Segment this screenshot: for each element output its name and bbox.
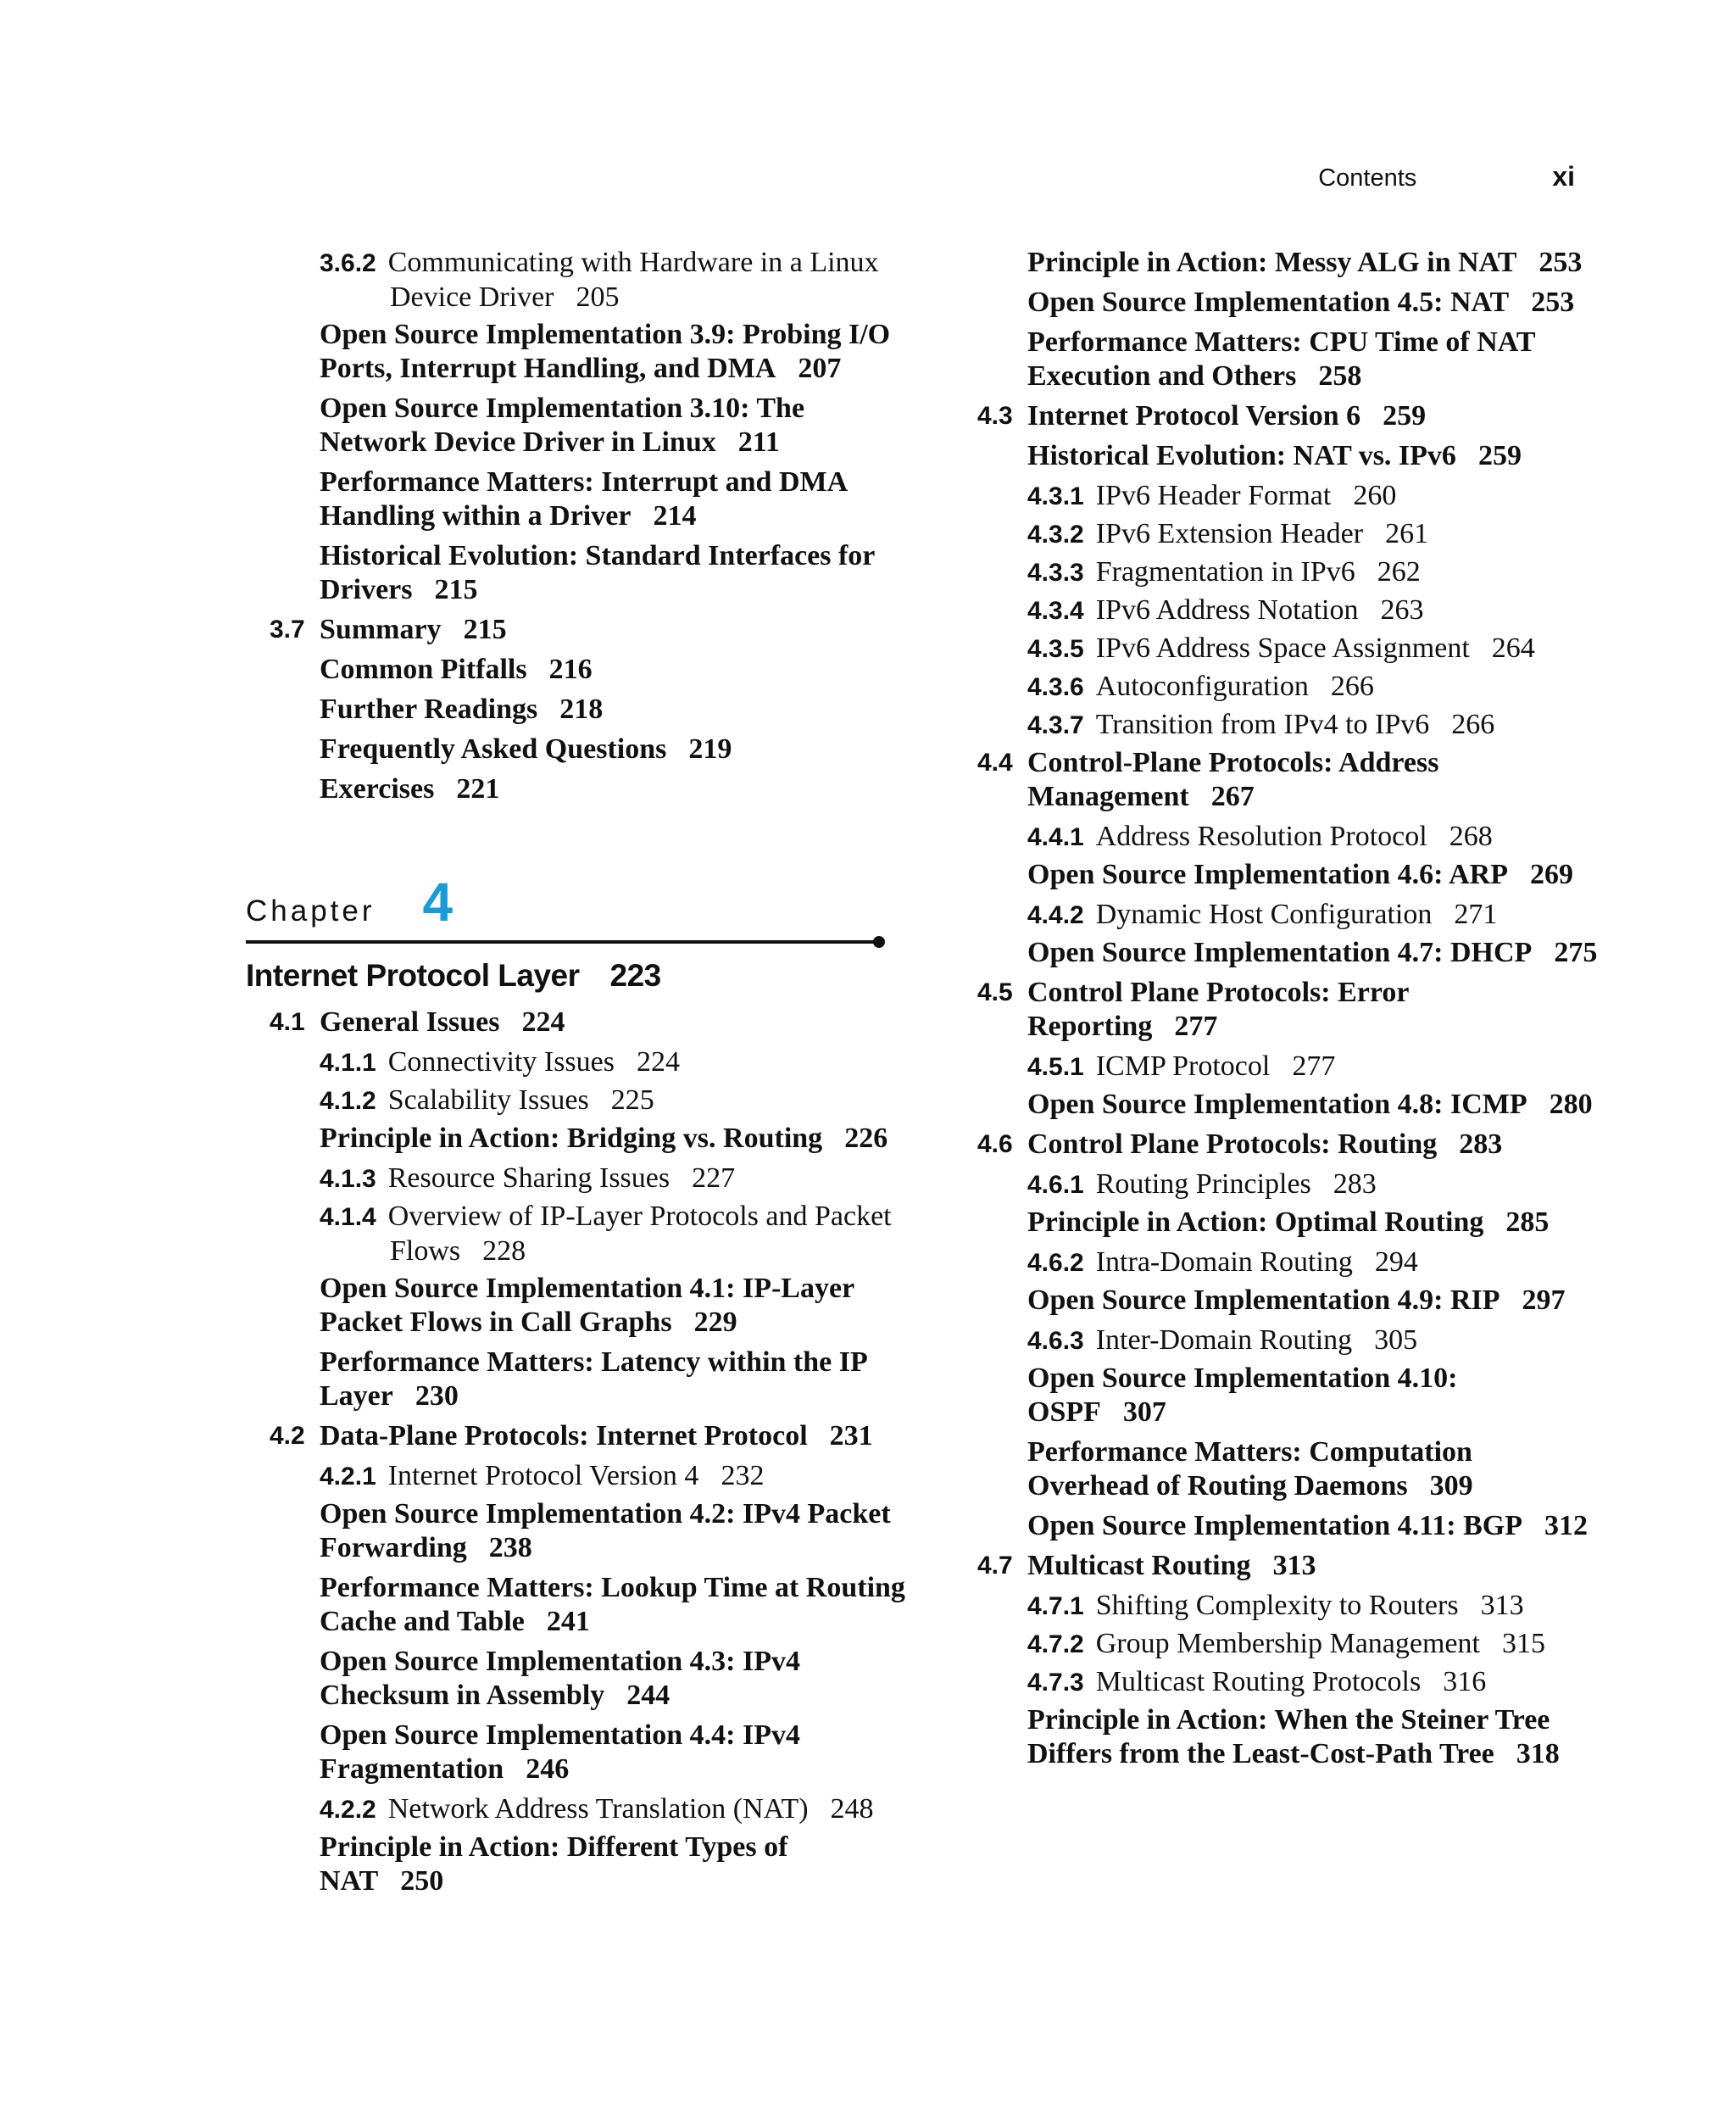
entry-page: 228 <box>482 1235 526 1267</box>
entry-title: Communicating with Hardware in a Linux Device Driver <box>387 247 879 313</box>
entry-page: 316 <box>1443 1666 1487 1697</box>
entry-page: 258 <box>1318 360 1362 392</box>
entry-title: IPv6 Header Format <box>1095 480 1332 511</box>
entry-page: 221 <box>456 773 500 805</box>
section-number: 4.4.2 <box>1027 901 1084 929</box>
section-number: 4.6.1 <box>1027 1171 1084 1199</box>
entry-title: Intra-Domain Routing <box>1095 1246 1353 1278</box>
entry-page: 294 <box>1374 1246 1418 1278</box>
toc-entry-feat <box>246 1497 907 1565</box>
entry-page: 307 <box>1122 1396 1166 1428</box>
toc-entry-feat <box>246 1645 907 1713</box>
toc-entry-sub <box>954 1627 1598 1662</box>
entry-title: Multicast Routing <box>1027 1550 1251 1581</box>
entry-title: Overview of IP-Layer Protocols and Packet Flows <box>387 1201 892 1267</box>
entry-title: Principle in Action: When the Steiner Tree Differs from the Least-Cost-Path Tree <box>1027 1704 1550 1769</box>
entry-title: Performance Matters: Lookup Time at Routing Cache and Table <box>320 1572 905 1637</box>
entry-page: 219 <box>688 733 732 765</box>
entry-title: Routing Principles <box>1095 1168 1311 1200</box>
entry-page: 214 <box>653 500 697 532</box>
entry-title: Resource Sharing Issues <box>387 1162 670 1194</box>
section-number: 4.7.2 <box>1027 1630 1084 1658</box>
toc-entry-sec <box>246 613 907 647</box>
toc-entry-feat <box>954 326 1598 393</box>
toc-left-column <box>246 246 907 1904</box>
section-number: 4.2.2 <box>320 1796 376 1824</box>
entry-page: 207 <box>798 353 842 384</box>
entry-page: 275 <box>1554 937 1598 968</box>
entry-page: 313 <box>1480 1590 1524 1621</box>
section-number: 4.6 <box>977 1130 1013 1158</box>
entry-page: 215 <box>434 574 478 605</box>
entry-title: Open Source Implementation 3.9: Probing I/O Ports, Interrupt Handling, and DMA <box>320 319 891 384</box>
entry-page: 205 <box>576 281 620 313</box>
chapter-label-row <box>246 872 907 933</box>
chapter-heading <box>246 872 907 993</box>
entry-title: Internet Protocol Version 4 <box>387 1460 699 1491</box>
section-number: 4.1.2 <box>320 1087 376 1115</box>
entry-title: Summary <box>320 614 442 645</box>
chapter-title-row <box>246 959 907 993</box>
entry-title: IPv6 Address Notation <box>1095 594 1359 626</box>
toc-entry-feat <box>246 465 907 533</box>
section-number: 4.2 <box>270 1422 305 1450</box>
section-number: 4.3.2 <box>1027 521 1084 549</box>
toc-entry-sub <box>954 593 1598 628</box>
toc-entry-feat <box>954 1509 1598 1543</box>
toc-entry-feat <box>954 286 1598 320</box>
entry-page: 226 <box>844 1123 888 1154</box>
entry-title: Further Readings <box>320 694 538 725</box>
entry-page: 250 <box>400 1865 444 1897</box>
entry-page: 215 <box>463 614 507 645</box>
entry-title: General Issues <box>320 1006 500 1038</box>
toc-entry-sec <box>954 1549 1598 1583</box>
toc-entry-feat <box>954 246 1598 280</box>
section-number: 4.6.2 <box>1027 1249 1084 1277</box>
entry-title: Performance Matters: Interrupt and DMA Handling within a Driver <box>320 466 847 532</box>
toc-entry-feat <box>246 318 907 386</box>
section-number: 3.6.2 <box>320 249 376 277</box>
entry-page: 230 <box>415 1380 459 1412</box>
entry-title: Exercises <box>320 773 435 805</box>
toc-entry-sub <box>246 246 907 315</box>
entry-page: 267 <box>1210 781 1255 812</box>
toc-entry-feat <box>954 1284 1598 1318</box>
entry-page: 283 <box>1333 1168 1377 1200</box>
toc-entry-sub <box>954 708 1598 743</box>
entry-title: Open Source Implementation 4.6: ARP <box>1027 859 1508 890</box>
entry-page: 268 <box>1449 821 1493 852</box>
toc-entry-feat <box>954 936 1598 970</box>
entry-page: 313 <box>1272 1550 1316 1581</box>
entry-title: Control Plane Protocols: Error Reporting <box>1027 977 1409 1042</box>
entry-page: 312 <box>1544 1510 1588 1541</box>
toc-entry-sec <box>246 1419 907 1453</box>
toc-entry-sub <box>954 632 1598 666</box>
entry-title: Connectivity Issues <box>387 1046 615 1078</box>
section-number: 4.5 <box>977 978 1013 1006</box>
entry-title: Inter-Domain Routing <box>1095 1324 1353 1356</box>
toc-entry-feat <box>954 1088 1598 1122</box>
toc-entry-feat <box>954 858 1598 892</box>
entry-title: Dynamic Host Configuration <box>1095 899 1433 930</box>
entry-title: Open Source Implementation 4.2: IPv4 Packet Forwarding <box>320 1498 891 1563</box>
toc-entry-feat <box>246 392 907 460</box>
toc-entry-sub <box>954 1050 1598 1084</box>
section-number: 4.3.5 <box>1027 635 1084 663</box>
entry-page: 253 <box>1538 247 1583 278</box>
entry-title: Open Source Implementation 4.8: ICMP <box>1027 1089 1527 1120</box>
entry-page: 259 <box>1477 440 1522 471</box>
section-number: 4.3.1 <box>1027 482 1084 510</box>
toc-entries-chapter-4 <box>246 1006 907 1898</box>
toc-entry-sub <box>954 555 1598 590</box>
chapter-page: 223 <box>609 958 661 993</box>
entry-page: 224 <box>521 1006 565 1038</box>
toc-entry-feat <box>954 1362 1598 1429</box>
entry-page: 262 <box>1377 556 1421 588</box>
section-number: 4.1.1 <box>320 1049 376 1077</box>
entry-page: 225 <box>610 1084 654 1116</box>
entry-title: ICMP Protocol <box>1095 1050 1271 1082</box>
toc-entry-feat <box>246 1571 907 1639</box>
running-head <box>1318 161 1575 192</box>
toc-entry-feat <box>246 1719 907 1786</box>
entry-title: Control-Plane Protocols: Address Management <box>1027 747 1439 812</box>
entry-page: 231 <box>829 1420 873 1452</box>
entry-page: 305 <box>1374 1324 1418 1356</box>
entry-page: 227 <box>692 1162 736 1194</box>
entry-title: Multicast Routing Protocols <box>1095 1666 1422 1697</box>
toc-entries-chapter-4-continued <box>954 246 1598 1771</box>
entry-title: Data-Plane Protocols: Internet Protocol <box>320 1420 808 1452</box>
section-number: 4.1.3 <box>320 1165 376 1193</box>
entry-title: Open Source Implementation 4.10: OSPF <box>1027 1362 1458 1428</box>
toc-entry-sub <box>954 517 1598 552</box>
entry-page: 248 <box>830 1793 874 1825</box>
entry-title: Performance Matters: Computation Overhead of Routing Daemons <box>1027 1436 1472 1502</box>
section-number: 4.5.1 <box>1027 1053 1084 1081</box>
section-number: 4.6.3 <box>1027 1327 1084 1355</box>
toc-entry-sub <box>954 898 1598 933</box>
section-number: 4.7.1 <box>1027 1592 1084 1620</box>
toc-entry-feat <box>246 693 907 727</box>
toc-entry-sec <box>954 399 1598 433</box>
entry-title: Performance Matters: CPU Time of NAT Execution and Others <box>1027 326 1535 392</box>
section-number: 4.7.3 <box>1027 1669 1084 1697</box>
entry-title: Internet Protocol Version 6 <box>1027 400 1361 432</box>
chapter-rule <box>246 940 880 944</box>
toc-right-column <box>954 246 1598 1777</box>
section-number: 4.7 <box>977 1552 1013 1580</box>
entry-title: Principle in Action: Bridging vs. Routing <box>320 1123 823 1154</box>
entry-page: 318 <box>1516 1738 1560 1769</box>
toc-entry-sub <box>954 670 1598 705</box>
entry-page: 259 <box>1383 400 1427 432</box>
entry-page: 216 <box>548 654 593 685</box>
entry-title: Principle in Action: Different Types of NAT <box>320 1831 788 1897</box>
section-number: 4.3.7 <box>1027 711 1084 739</box>
entry-page: 269 <box>1529 859 1573 890</box>
entry-title: Network Address Translation (NAT) <box>387 1793 809 1825</box>
entry-page: 309 <box>1429 1470 1473 1502</box>
entry-page: 283 <box>1459 1128 1503 1160</box>
toc-entry-sub <box>246 1162 907 1196</box>
entry-title: Open Source Implementation 4.1: IP-Layer Packet Flows in Call Graphs <box>320 1273 854 1338</box>
entry-title: Historical Evolution: Standard Interfaces for Drivers <box>320 540 875 605</box>
toc-entry-feat <box>246 772 907 806</box>
entry-title: Frequently Asked Questions <box>320 733 667 765</box>
toc-entry-feat <box>954 1703 1598 1771</box>
toc-entry-feat <box>954 1435 1598 1503</box>
toc-entry-feat <box>246 733 907 766</box>
entry-page: 315 <box>1501 1628 1545 1659</box>
chapter-title: Internet Protocol Layer <box>246 958 580 993</box>
entry-page: 263 <box>1380 594 1424 626</box>
section-number: 4.3 <box>977 402 1013 430</box>
toc-entry-sub <box>246 1045 907 1080</box>
toc-entry-sub <box>954 1245 1598 1280</box>
toc-entry-sub <box>954 1167 1598 1202</box>
entry-title: Autoconfiguration <box>1095 671 1309 702</box>
entry-page: 218 <box>559 694 604 725</box>
toc-entry-sub <box>954 820 1598 855</box>
section-number: 4.2.1 <box>320 1463 376 1491</box>
entry-page: 241 <box>546 1606 590 1637</box>
entry-title: Transition from IPv4 to IPv6 <box>1095 709 1430 740</box>
entry-page: 232 <box>721 1460 765 1491</box>
entry-title: Open Source Implementation 4.5: NAT <box>1027 287 1510 318</box>
entry-page: 285 <box>1505 1206 1550 1238</box>
toc-entry-feat <box>246 1272 907 1340</box>
section-number: 4.3.4 <box>1027 597 1084 625</box>
entry-page: 224 <box>637 1046 680 1078</box>
entry-title: Control Plane Protocols: Routing <box>1027 1128 1438 1160</box>
section-number: 4.3.3 <box>1027 559 1084 587</box>
entry-title: Principle in Action: Messy ALG in NAT <box>1027 247 1517 278</box>
toc-entry-feat <box>246 1346 907 1413</box>
entry-title: Historical Evolution: NAT vs. IPv6 <box>1027 440 1456 471</box>
entry-title: Group Membership Management <box>1095 1628 1480 1659</box>
entry-title: Shifting Complexity to Routers <box>1095 1590 1459 1621</box>
section-number: 4.4.1 <box>1027 823 1084 851</box>
entry-title: IPv6 Extension Header <box>1095 518 1364 549</box>
entry-page: 277 <box>1292 1050 1336 1082</box>
entry-title: Common Pitfalls <box>320 654 527 685</box>
toc-entry-feat <box>246 1122 907 1156</box>
entry-page: 211 <box>737 426 780 458</box>
entry-page: 271 <box>1454 899 1498 930</box>
entry-title: Open Source Implementation 4.9: RIP <box>1027 1284 1500 1316</box>
toc-entry-feat <box>246 1830 907 1898</box>
entry-title: Open Source Implementation 4.3: IPv4 Checksum in Assembly <box>320 1646 800 1711</box>
entry-page: 264 <box>1491 632 1535 664</box>
entry-page: 246 <box>526 1753 570 1785</box>
entry-title: IPv6 Address Space Assignment <box>1095 632 1470 664</box>
toc-entry-feat <box>246 539 907 607</box>
entry-page: 253 <box>1531 287 1575 318</box>
toc-entry-sec <box>954 976 1598 1044</box>
toc-entry-sub <box>954 1323 1598 1358</box>
entry-page: 266 <box>1451 709 1495 740</box>
entry-title: Open Source Implementation 4.7: DHCP <box>1027 937 1533 968</box>
entry-title: Address Resolution Protocol <box>1095 821 1427 852</box>
section-number: 3.7 <box>270 616 305 644</box>
entry-title: Scalability Issues <box>387 1084 589 1116</box>
entry-page: 244 <box>626 1680 670 1711</box>
section-number: 4.1 <box>270 1008 305 1036</box>
toc-entry-sub <box>246 1459 907 1494</box>
entry-page: 280 <box>1549 1089 1593 1120</box>
section-number: 4.1.4 <box>320 1203 376 1231</box>
toc-entry-sub <box>246 1792 907 1827</box>
entry-page: 297 <box>1522 1284 1566 1316</box>
entry-page: 238 <box>488 1532 532 1563</box>
toc-entry-feat <box>954 1206 1598 1240</box>
toc-entry-feat <box>246 653 907 687</box>
toc-entry-sub <box>954 1589 1598 1624</box>
rule-end-dot <box>873 936 885 948</box>
toc-entry-sec <box>246 1006 907 1039</box>
toc-entry-sub <box>246 1084 907 1118</box>
entry-title: Fragmentation in IPv6 <box>1095 556 1355 588</box>
entry-title: Performance Matters: Latency within the IP Layer <box>320 1346 866 1412</box>
entry-page: 261 <box>1385 518 1429 549</box>
entry-page: 229 <box>693 1307 737 1338</box>
toc-entries-chapter-3 <box>246 246 907 806</box>
entry-title: Principle in Action: Optimal Routing <box>1027 1206 1484 1238</box>
section-number: 4.3.6 <box>1027 673 1084 701</box>
toc-entry-sec <box>954 1128 1598 1162</box>
toc-entry-sec <box>954 746 1598 814</box>
page-number: xi <box>1552 161 1575 192</box>
toc-entry-sub <box>954 1665 1598 1700</box>
entry-page: 260 <box>1353 480 1397 511</box>
section-number: 4.4 <box>977 749 1013 777</box>
toc-entry-feat <box>954 439 1598 473</box>
chapter-number: 4 <box>422 872 453 933</box>
chapter-label: Chapter <box>246 894 376 928</box>
toc-entry-sub <box>954 479 1598 514</box>
entry-title: Open Source Implementation 4.4: IPv4 Fragmentation <box>320 1719 800 1785</box>
entry-title: Open Source Implementation 4.11: BGP <box>1027 1510 1522 1541</box>
entry-title: Open Source Implementation 3.10: The Network Device Driver in Linux <box>320 393 805 458</box>
entry-page: 277 <box>1174 1011 1218 1042</box>
running-head-title: Contents <box>1318 164 1417 192</box>
entry-page: 266 <box>1330 671 1374 702</box>
toc-entry-sub <box>246 1200 907 1268</box>
